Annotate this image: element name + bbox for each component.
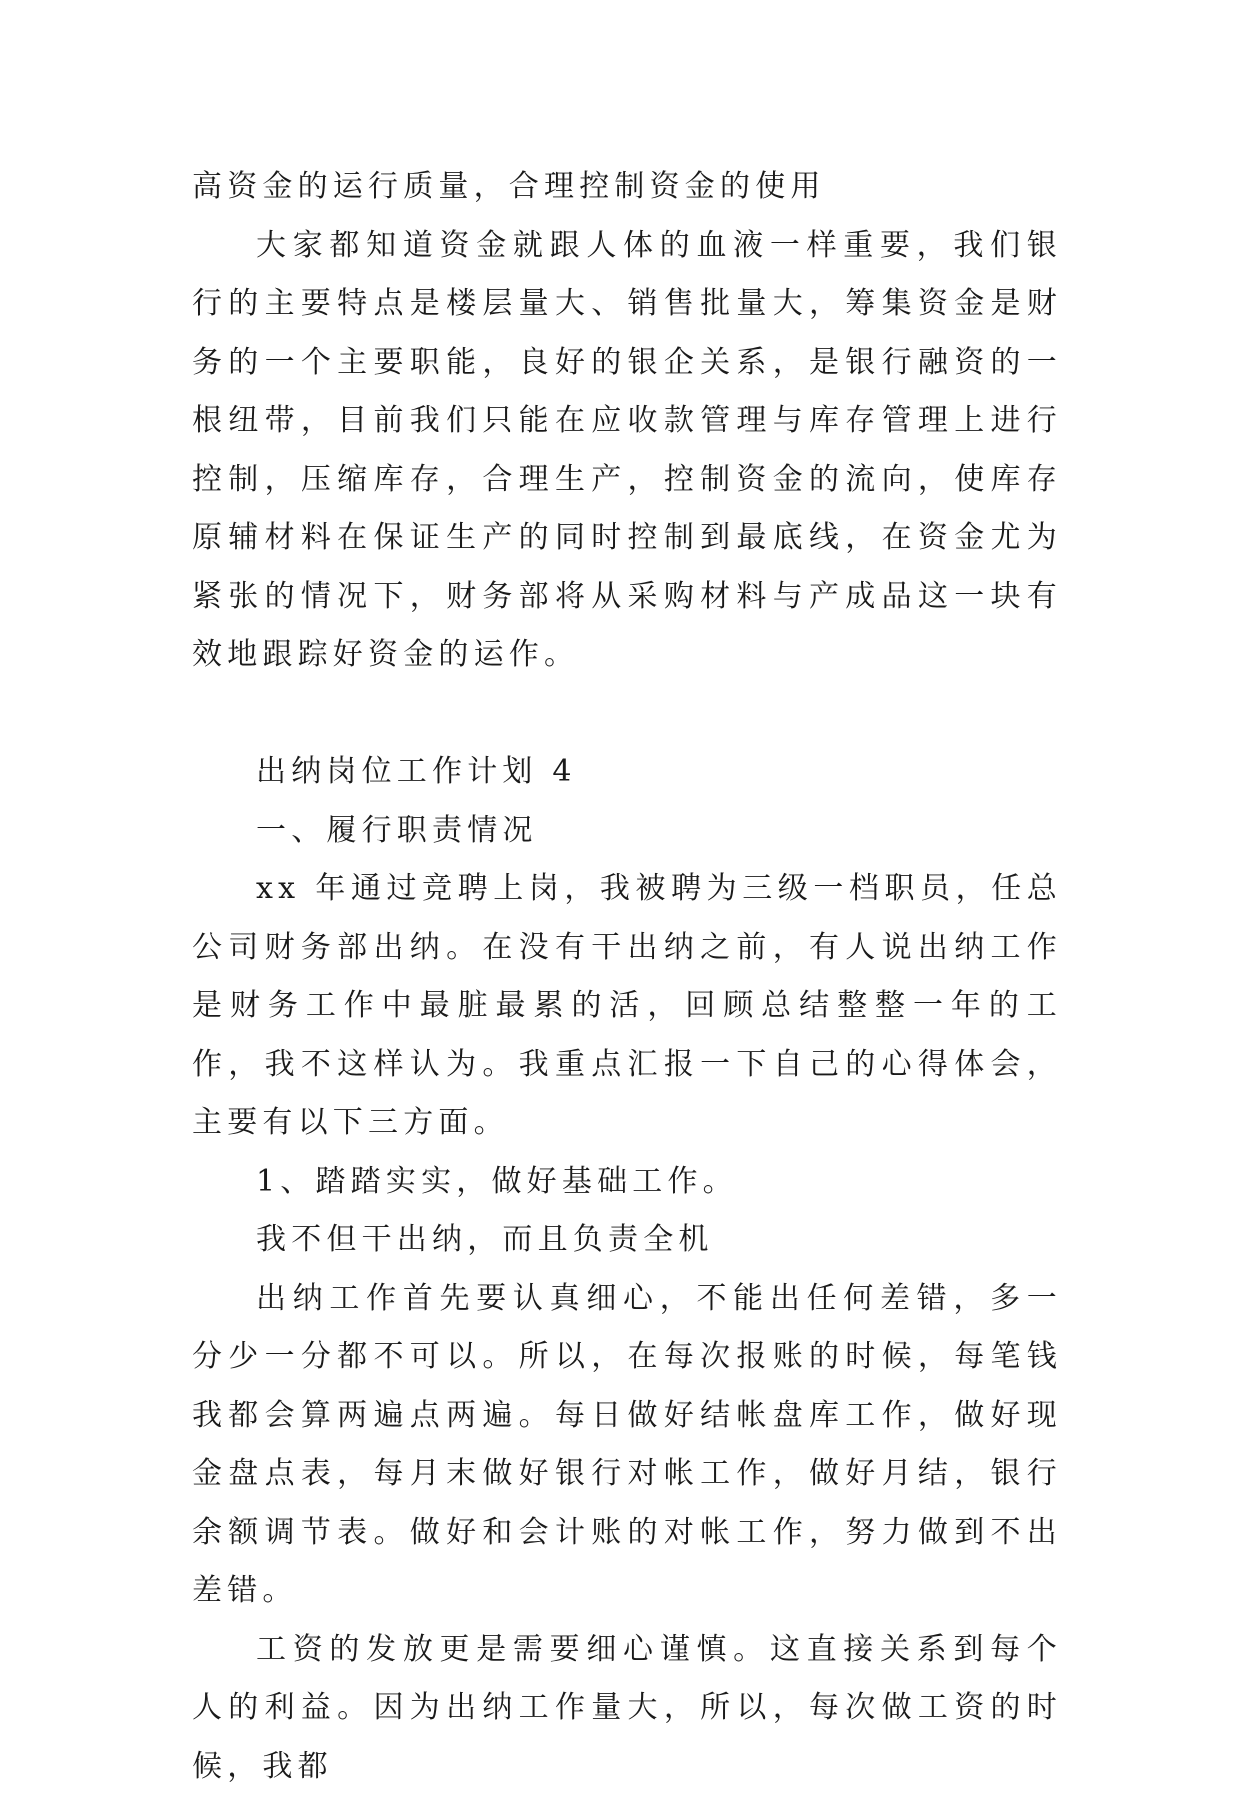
- paragraph: 大家都知道资金就跟人体的血液一样重要，我们银行的主要特点是楼层量大、销售批量大，筹集资金是财务的一个主要职能，良好的银企关系，是银行融资的一根纽带，目前我们只能在应收款管理与库存管理上进行控制，压缩库存，合理生产，控制资金的流向，使库存原辅材料在保证生产的同时控制到最底线，在资金尤为紧张的情况下，财务部将从采购材料与产成品这一块有效地跟踪好资金的运作。: [192, 217, 1062, 685]
- paragraph: 我不但干出纳，而且负责全机: [192, 1211, 1062, 1270]
- paragraph: xx 年通过竞聘上岗，我被聘为三级一档职员，任总公司财务部出纳。在没有干出纳之前，有人说出纳工作是财务工作中最脏最累的活，回顾总结整整一年的工作，我不这样认为。我重点汇报一下自己的心得体会，主要有以下三方面。: [192, 860, 1062, 1153]
- section-heading: 出纳岗位工作计划 4: [192, 743, 1062, 802]
- blank-line: [192, 685, 1062, 744]
- paragraph: 高资金的运行质量，合理控制资金的使用: [192, 158, 1062, 217]
- subsection-heading: 一、履行职责情况: [192, 802, 1062, 861]
- list-item: 1、踏踏实实，做好基础工作。: [192, 1153, 1062, 1212]
- document-body: [192, 158, 1062, 1796]
- paragraph: 工资的发放更是需要细心谨慎。这直接关系到每个人的利益。因为出纳工作量大，所以，每次做工资的时候，我都: [192, 1621, 1062, 1796]
- paragraph: 出纳工作首先要认真细心，不能出任何差错，多一分少一分都不可以。所以，在每次报账的时候，每笔钱我都会算两遍点两遍。每日做好结帐盘库工作，做好现金盘点表，每月末做好银行对帐工作，做好月结，银行余额调节表。做好和会计账的对帐工作，努力做到不出差错。: [192, 1270, 1062, 1621]
